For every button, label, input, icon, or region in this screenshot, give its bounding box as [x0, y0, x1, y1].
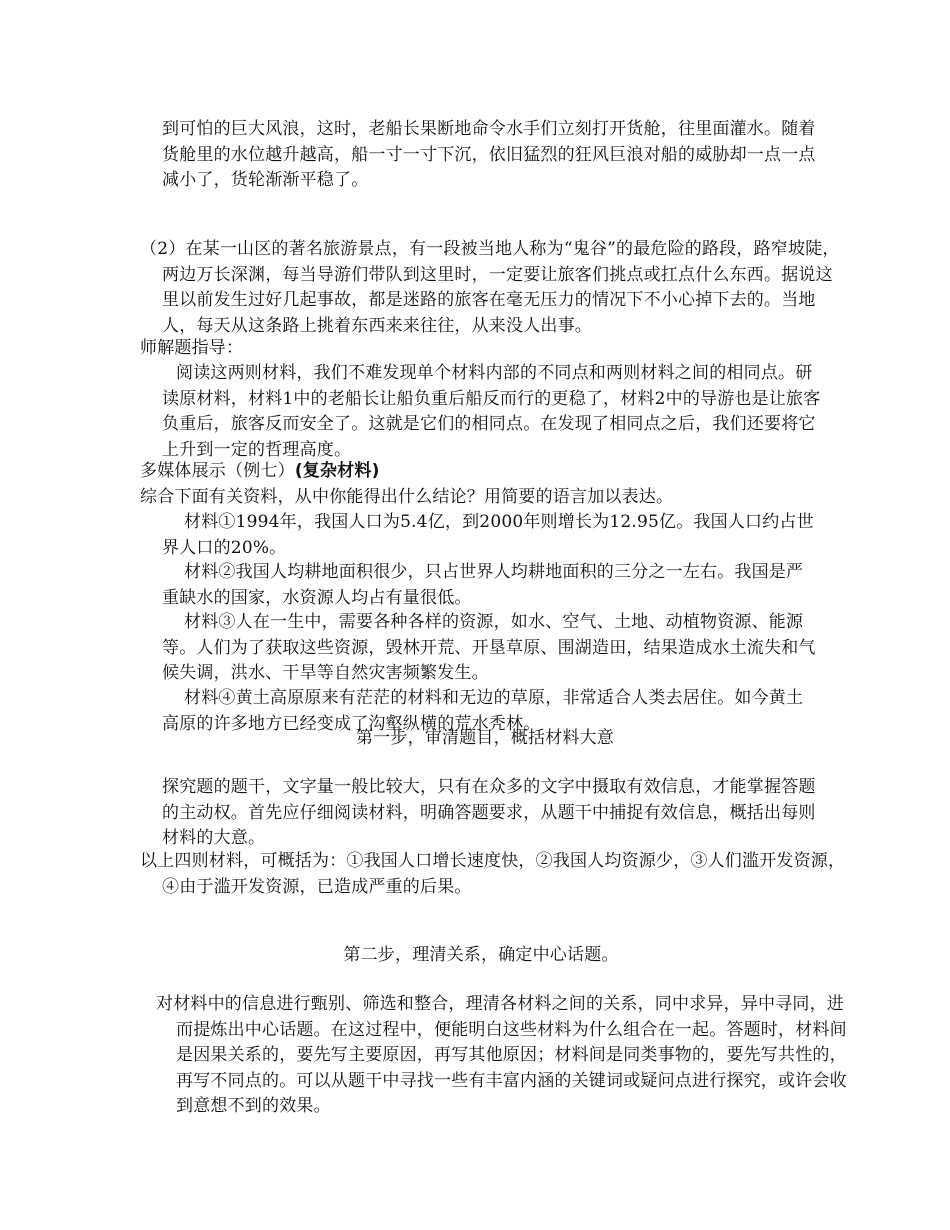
intro-paragraph: 到可怕的巨大风浪，这时，老船长果断地命令水手们立刻打开货舱，往里面灌水。随着货舱里的水位越升越高，船一寸一寸下沉，依旧猛烈的狂风巨浪对船的威胁却一点一点减小了，货轮渐渐平稳了。: [162, 119, 816, 190]
material-item-4: 材料④黄土高原原来有茫茫的材料和无边的草原，非常适合人类去居住。如今黄土高原的许多地方已经变成了沟壑纵横的荒水秃林。: [162, 688, 804, 734]
summary-paragraph: 以上四则材料，可概括为：①我国人口增长速度快，②我国人均资源少，③人们滥开发资源，④由于滥开发资源，已造成严重的后果。: [140, 851, 846, 897]
step-1-title: 第一步，审清题目，概括材料大意: [356, 728, 614, 748]
example-prefix: 多媒体展示（例七）: [140, 461, 295, 481]
step-2-title: 第二步，理清关系，确定中心话题。: [343, 945, 619, 965]
question-text: 综合下面有关资料，从中你能得出什么结论？用简要的语言加以表达。: [140, 487, 674, 507]
guide-heading: 师解题指导：: [140, 338, 244, 358]
material-item-1: 材料①1994年，我国人口为5.4亿，到2000年则增长为12.95亿。我国人口约占世界人口的20%。: [162, 512, 814, 558]
material-2-paragraph: （2）在某一山区的著名旅游景点，有一段被当地人称为“鬼谷”的最危险的路段，路窄坡陡，两边万长深渊，每当导游们带队到这里时，一定要让旅客们挑点或扛点什么东西。据说这里以前发生过好几起事故，都是迷路的旅客在毫无压力的情况下不小心掉下去的。当地人，每天从这条路上挑着东西来来往往，从来没人出事。: [140, 239, 840, 336]
guide-body: 阅读这两则材料，我们不难发现单个材料内部的不同点和两则材料之间的相同点。研读原材料，材料1中的老船长让船负重后船反而行的更稳了，材料2中的导游也是让旅客负重后，旅客反而安全了。这就是它们的相同点。在发现了相同点之后，我们还要将它上升到一定的哲理高度。: [162, 363, 821, 460]
step-1-body: 探究题的题干，文字量一般比较大，只有在众多的文字中摄取有效信息，才能掌握答题的主动权。首先应仔细阅读材料，明确答题要求，从题干中捕捉有效信息，概括出每则材料的大意。: [162, 777, 816, 848]
example-tag: (复杂材料): [294, 461, 380, 481]
example-heading: [140, 459, 740, 485]
material-item-3: 材料③人在一生中，需要各种各样的资源，如水、空气、土地、动植物资源、能源等。人们为了获取这些资源，毁林开荒、开垦草原、围湖造田，结果造成水土流失和气候失调，洪水、干旱等自然灾害频繁发生。: [162, 612, 816, 683]
material-item-2: 材料②我国人均耕地面积很少，只占世界人均耕地面积的三分之一左右。我国是严重缺水的国家，水资源人均占有量很低。: [162, 562, 804, 608]
step-2-body: 对材料中的信息进行甄别、筛选和整合，理清各材料之间的关系，同中求异，异中寻同，进而提炼出中心话题。在这过程中，便能明白这些材料为什么组合在一起。答题时，材料间是因果关系的，要先写主要原因，再写其他原因；材料间是同类事物的，要先写共性的，再写不同点的。可以从题干中寻找一些有丰富内涵的关键词或疑问点进行探究，或许会收到意想不到的效果。: [156, 994, 847, 1116]
